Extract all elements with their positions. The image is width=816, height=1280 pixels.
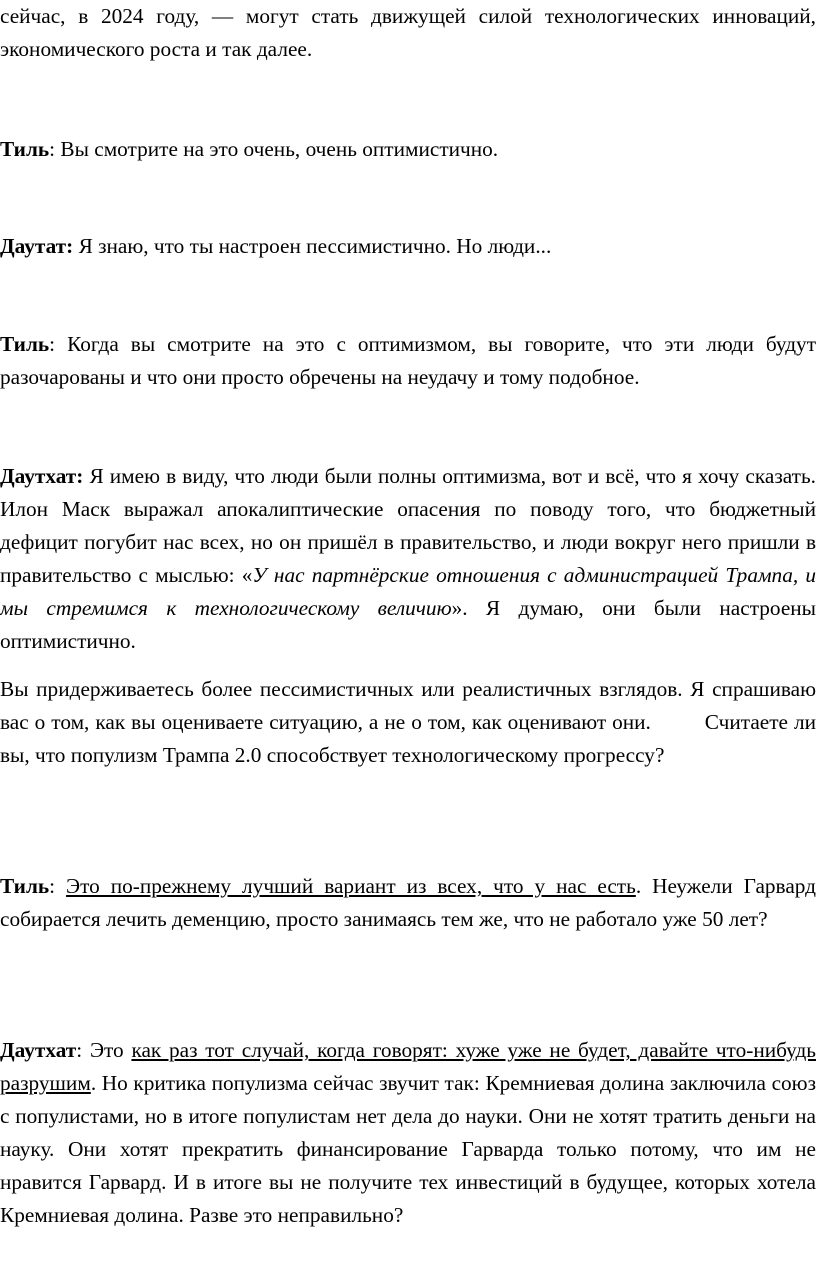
paragraph-text: Когда вы смотрите на это с оптимизмом, вы говорите, что эти люди будут разочарованы и что они просто обречены на неудачу и тому подобное. — [0, 332, 816, 389]
paragraph-douthat-1 — [0, 230, 816, 263]
speaker-name: Даутат: — [0, 234, 74, 258]
speaker-separator: : — [49, 332, 56, 356]
speaker-name: Тиль — [0, 332, 50, 356]
paragraph-text: Это — [82, 1038, 132, 1062]
paragraph-text: Я знаю, что ты настроен пессимистично. Но люди... — [73, 234, 552, 258]
paragraph-douthat-2 — [0, 460, 816, 658]
paragraph-text: Вы придерживаетесь более пессимистичных или реалистичных взглядов. Я спрашиваю вас о том, как вы оцениваете ситуацию, а не о том, как оценивают они. Считаете ли вы, что популизм Трампа 2.0 способствует технологическому прогрессу? — [0, 677, 816, 767]
paragraph-text — [55, 874, 66, 898]
paragraph-text: сейчас, в 2024 году, — могут стать движущей силой технологических инноваций, экономического роста и так далее. — [0, 4, 816, 61]
paragraph-intro — [0, 0, 816, 66]
paragraph-text: Я имею в виду, что люди были полны оптимизма, вот и всё, что я хочу сказать. Илон Маск выражал апокалиптические опасения по поводу того, что бюджетный дефицит погубит нас всех, но он пришёл в правительство, и люди вокруг него пришли в правительство с мыслью: « — [0, 464, 816, 587]
speaker-name: Тиль — [0, 137, 50, 161]
paragraph-douthat-3 — [0, 1034, 816, 1232]
paragraph-thiel-2 — [0, 328, 816, 394]
speaker-name: Даутхат: — [0, 464, 84, 488]
speaker-name: Тиль — [0, 874, 50, 898]
paragraph-text-tail: . Но критика популизма сейчас звучит так: Кремниевая долина заключила союз с популистами, но в итоге популистам нет дела до науки. Они не хотят тратить деньги на науку. Они хотят прекратить финансирование Гарварда только потому, что им не нравится Гарвард. И в итоге вы не получите тех инвестиций в будущее, которых хотела Кремниевая долина. Разве это неправильно? — [0, 1071, 816, 1227]
paragraph-text-tail: . Неужели Гарвард собирается лечить деменцию, просто занимаясь тем же, что не работало уже 50 лет? — [0, 874, 816, 931]
paragraph-text-tail: ». Я думаю, они были настроены оптимистично. — [0, 596, 816, 653]
underlined-phrase: как раз тот случай, когда говорят: хуже уже не будет, давайте что-нибудь разрушим — [0, 1038, 816, 1095]
paragraph-thiel-1 — [0, 133, 816, 166]
speaker-name: Даутхат — [0, 1038, 77, 1062]
paragraph-text: Вы смотрите на это очень, очень оптимистично. — [55, 137, 499, 161]
speaker-separator: : — [49, 137, 56, 161]
speaker-separator: : — [49, 874, 56, 898]
quote-italic: У нас партнёрские отношения с администрацией Трампа, и мы стремимся к технологическому величию — [0, 563, 816, 620]
speaker-separator: : — [76, 1038, 83, 1062]
underlined-phrase: Это по-прежнему лучший вариант из всех, что у нас есть — [66, 874, 636, 898]
paragraph-thiel-3 — [0, 870, 816, 936]
paragraph-question — [0, 673, 816, 772]
